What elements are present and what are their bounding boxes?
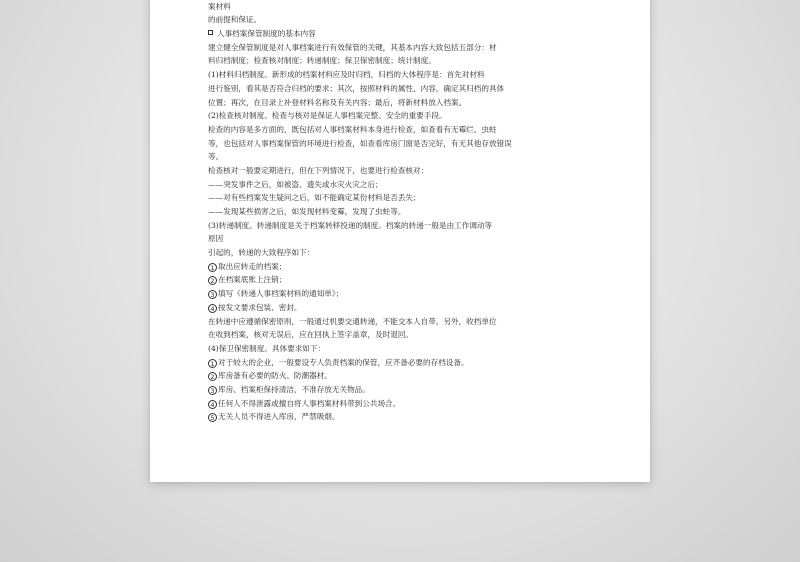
document-body (208, 0, 548, 424)
text-line (208, 219, 548, 233)
line-text: 建立健全保管制度是对人事档案进行有效保管的关键，其基本内容大致包括五部分：材 (208, 42, 497, 52)
line-text: 原因 (208, 234, 224, 244)
numbered-item (208, 410, 548, 424)
line-text: 库房备有必要的防火、防潮器材。 (218, 371, 332, 381)
text-line (208, 205, 548, 219)
text-line (208, 328, 548, 342)
line-text: 无关人员不得进入库房，严禁吸烟。 (218, 412, 340, 422)
numbered-item (208, 383, 548, 397)
numbered-item (208, 287, 548, 301)
numbered-item (208, 273, 548, 287)
circled-number-icon: 5 (208, 413, 217, 422)
line-text: 库房、档案柜保持清洁，不准存放无关物品。 (218, 384, 370, 394)
text-line (208, 82, 548, 96)
line-text: ——突发事件之后，如被盗、遗失或水灾火灾之后； (208, 179, 383, 189)
numbered-item (208, 397, 548, 411)
line-text: 人事档案保管制度的基本内容 (217, 29, 316, 39)
circled-number-icon: 4 (208, 400, 217, 409)
text-line (208, 13, 548, 27)
line-text: 按发文要求包装、密封。 (218, 302, 302, 312)
line-text: ——对有些档案发生疑问之后，如不能确定某份材料是否丢失； (208, 193, 421, 203)
line-text: 取出应转走的档案； (218, 261, 287, 271)
line-text: 对于较大的企业，一般要设专人负责档案的保管，应齐备必要的存档设备。 (218, 357, 469, 367)
text-line (208, 54, 548, 68)
line-text: 引起的，转递的大致程序如下： (208, 248, 315, 258)
text-line (208, 315, 548, 329)
circled-number-icon: 2 (208, 276, 217, 285)
circled-number-icon: 2 (208, 372, 217, 381)
document-page (150, 0, 650, 482)
line-text: 检查核对一般要定期进行，但在下列情况下，也要进行检查核对： (208, 165, 429, 175)
text-line (208, 96, 548, 110)
line-text: 在档案底账上注销； (218, 275, 287, 285)
line-text: 检查的内容是多方面的，既包括对人事档案材料本身进行检查，如查看有无霉烂、虫蛀 (208, 124, 497, 134)
circled-number-icon: 3 (208, 386, 217, 395)
line-text: 位置；再次，在目录上补登材料名称及有关内容；最后，将新材料放入档案。 (208, 97, 467, 107)
line-text: 的前提和保证。 (208, 15, 262, 25)
line-text: ——发现某些损害之后，如发现材料变霉，发现了虫蛀等。 (208, 207, 406, 216)
line-text: 等，也包括对人事档案保管的环境进行检查，如查看库房门窗是否完好，有无其他存放错误 (208, 138, 512, 148)
line-text: 在转递中应遵循保密原则，一般通过机要交通转递，不能交本人自带。另外，收档单位 (208, 316, 497, 326)
line-text: 在收到档案，核对无误后，应在回执上签字盖章，及时退回。 (208, 330, 414, 340)
checkbox-square-icon (208, 30, 213, 35)
numbered-item (208, 260, 548, 274)
circled-number-icon: 4 (208, 304, 217, 313)
text-line (208, 232, 548, 246)
line-text: (4)保卫保密制度。具体要求如下： (208, 343, 326, 353)
line-text: 案材料 (208, 1, 231, 11)
line-text: 等。 (208, 152, 224, 162)
text-line (208, 178, 548, 192)
text-line (208, 342, 548, 356)
line-text: (3)转递制度。转递制度是关于档案转移投递的制度。档案的转递一般是由工作调动等 (208, 220, 493, 230)
text-line (208, 109, 548, 123)
numbered-item (208, 301, 548, 315)
line-text: (1)材料归档制度。新形成的档案材料应及时归档，归档的大体程序是：首先对材料 (208, 70, 485, 80)
line-text: 填写《转递人事档案材料的通知单》； (218, 289, 344, 299)
text-line (208, 137, 548, 151)
numbered-item (208, 356, 548, 370)
line-text: 料归档制度；检查核对制度；转递制度；保卫保密制度；统计制度。 (208, 56, 436, 66)
circled-number-icon: 3 (208, 290, 217, 299)
text-line (208, 41, 548, 55)
text-line (208, 246, 548, 260)
text-line (208, 0, 548, 13)
text-line (208, 68, 548, 82)
line-text: (2)检查核对制度。检查与核对是保证人事档案完整、安全的重要手段。 (208, 111, 447, 121)
text-line (208, 191, 548, 205)
numbered-item (208, 369, 548, 383)
line-text: 进行鉴别，看其是否符合归档的要求；其次，按照材料的属性、内容，确定其归档的具体 (208, 83, 505, 93)
circled-number-icon: 1 (208, 359, 217, 368)
text-line (208, 123, 548, 137)
text-line (208, 150, 548, 164)
circled-number-icon: 1 (208, 263, 217, 272)
section-heading (208, 27, 548, 41)
text-line (208, 164, 548, 178)
line-text: 任何人不得泄露或擅自将人事档案材料带到公共场合。 (218, 398, 401, 408)
